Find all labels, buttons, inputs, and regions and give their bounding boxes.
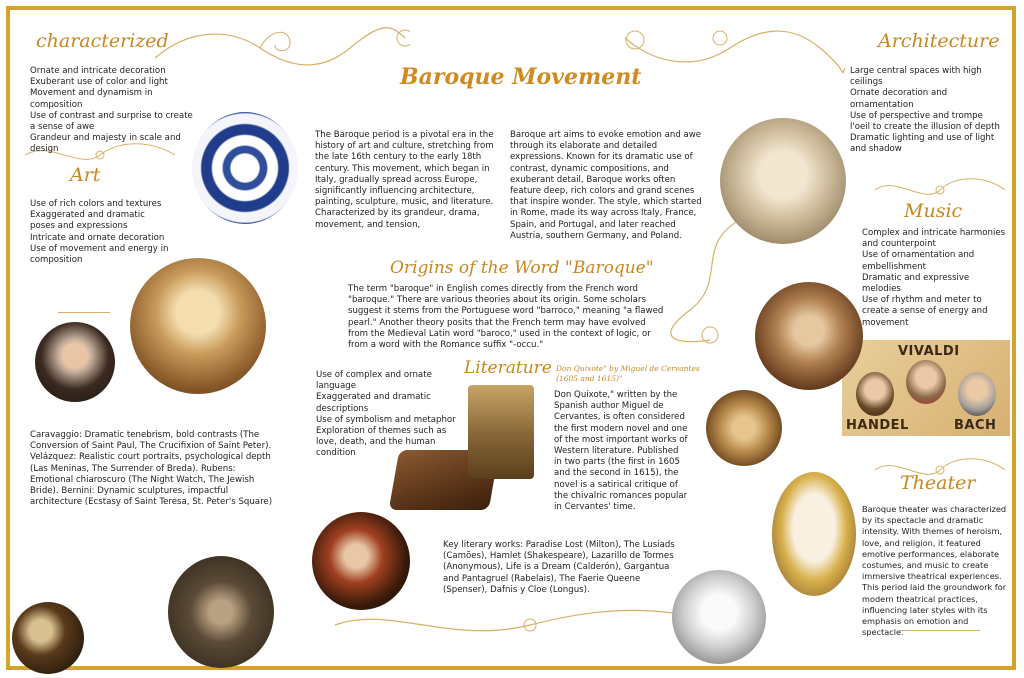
list-item: Use of rich colors and textures — [30, 199, 162, 209]
list-item: Large central spaces with high ceilings — [850, 66, 982, 88]
architecture-heading: Architecture — [878, 30, 1000, 52]
list-item: Use of rhythm and meter to create a sense of energy and movement — [862, 295, 988, 328]
list-item: Exaggerated and dramatic descriptions — [316, 392, 431, 414]
literature-heading: Literature — [464, 358, 552, 378]
portrait-bach — [958, 372, 996, 416]
intro-left-text: The Baroque period is a pivotal era in the history of art and culture, stretching from the late 16th century to the early 18th century. This movement, which began in Italy, gradually spread across Europe, significantly influencing architecture, painting, sculpture, music, and literature. Characterized by its grandeur, drama, movement, and tension, — [315, 130, 494, 230]
theater-text: Baroque theater was characterized by its spectacle and dramatic intensity. With themes of heroism, love, and religion, it featured emotive performances, elaborate costumes, and music to create immersive theatrical experiences. This period laid the groundwork for modern theatrical practices, influencing later styles with its emphasis on emotion and spectacle. — [862, 504, 1007, 638]
list-item: Exploration of themes such as love, death, and the human condition — [316, 426, 447, 459]
theater-heading: Theater — [900, 472, 976, 494]
origins-text: The term "baroque" in English comes directly from the French word "baroque." There are various theories about its origin. Some scholars suggest it stems from the Portuguese word "barroco," meaning "a flawed pearl." Another theory posits that the French term may have evolved from the Medieval Latin word "baroco," used in the context of logic, or from a word with the Romance suffix "-occu." — [348, 284, 664, 351]
origins-heading: Origins of the Word "Baroque" — [390, 258, 654, 278]
characterized-heading: characterized — [36, 30, 169, 52]
list-item: Ornate decoration and ornamentation — [850, 88, 948, 110]
baroque-musicians-image — [755, 282, 863, 390]
blue-porcelain-image — [192, 112, 298, 224]
composers-panel — [842, 340, 1010, 436]
art-heading: Art — [70, 164, 101, 186]
list-item: Complex and intricate harmonies and counterpoint — [862, 228, 1006, 250]
mourning-woman-painting — [35, 322, 115, 402]
intro-right-text: Baroque art aims to evoke emotion and awe through its elaborate and detailed expressions. Known for its dramatic use of contrast, dynamic compositions, and exuberant detail, Baroque works often feature deep, rich colors and grand scenes that inspire wonder. The style, which started in Rome, made its way across Italy, France, Spain, and Portugal, and later reached Austria, southern Germany, and Poland. — [510, 130, 702, 241]
key-works-text: Key literary works: Paradise Lost (Milton), The Lusiads (Camões), Hamlet (Shakespeare), Lazarillo de Tormes (Anonymous), Life is a Dream (Calderón), Gargantua and Pantagruel (Rabelais), The Faerie Queene (Spenser), Dafnis y Cloe (Longus). — [443, 540, 675, 595]
trevi-fountain-image — [720, 118, 846, 244]
quixote-heading: Don Quixote" by Miguel de Cervantes (1605 and 1615)" — [556, 364, 700, 383]
divider-line — [58, 312, 110, 313]
page-title: Baroque Movement — [400, 64, 642, 90]
quixote-text: Don Quixote," written by the Spanish author Miguel de Cervantes, is often considered the first modern novel and one of the most important works of Western literature. Published in two parts (the first in 1605 and the second in 1615), the novel is a satirical critique of the chivalric romances popular in Cervantes' time. — [554, 390, 688, 513]
list-item: Dramatic lighting and use of light and shadow — [850, 133, 995, 155]
swirl-ornament — [620, 18, 850, 88]
list-item: Dramatic and expressive melodies — [862, 272, 970, 295]
characterized-list — [30, 66, 200, 156]
architecture-list — [850, 66, 1005, 156]
list-item: Use of ornamentation and embellishment — [862, 250, 975, 272]
list-item: Movement and dynamism in composition — [30, 88, 153, 110]
composer-label-handel: HANDEL — [846, 418, 909, 433]
music-list — [862, 228, 1007, 329]
list-item: Use of perspective and trompe l'oeil to create the illusion of depth — [850, 110, 1000, 133]
ceiling-fresco-image — [130, 258, 266, 394]
list-item: Use of complex and ornate language — [316, 370, 432, 392]
art-list — [30, 199, 170, 266]
list-item: Exuberant use of color and light — [30, 77, 168, 88]
list-item: Use of contrast and surprise to create a sense of awe — [30, 110, 193, 133]
list-item: Exaggerated and dramatic poses and expressions — [30, 210, 145, 232]
portrait-handel — [856, 372, 894, 416]
list-item: Use of symbolism and metaphor — [316, 414, 456, 425]
theater-mask-image — [772, 472, 856, 596]
opera-house-image — [706, 390, 782, 466]
list-item: Use of movement and energy in composition — [30, 243, 169, 266]
still-life-skull-image — [12, 602, 84, 674]
entombment-painting — [312, 512, 410, 610]
las-meninas-image — [168, 556, 274, 668]
quixote-portrait-image — [468, 385, 534, 479]
composer-label-bach: BACH — [954, 418, 997, 433]
portrait-vivaldi — [906, 360, 946, 404]
list-item: Intricate and ornate decoration — [30, 232, 165, 243]
composer-label-vivaldi: VIVALDI — [898, 344, 960, 359]
music-heading: Music — [904, 200, 963, 222]
art-artists-text: Caravaggio: Dramatic tenebrism, bold contrasts (The Conversion of Saint Paul, The Crucifixion of Saint Peter). Velázquez: Realistic court portraits, psychological depth (Las Meninas, The Surrender of Breda). Rubens: Emotional chiaroscuro (The Night Watch, The Jewish Bride). Bernini: Dynamic sculptures, impactful architecture (Ecstasy of Saint Teresa, St. Peter's Square) — [30, 430, 273, 508]
literature-list — [316, 370, 456, 460]
list-item: Ornate and intricate decoration — [30, 66, 166, 76]
medusa-sculpture-image — [672, 570, 766, 664]
list-item: Grandeur and majesty in scale and design — [30, 133, 181, 155]
